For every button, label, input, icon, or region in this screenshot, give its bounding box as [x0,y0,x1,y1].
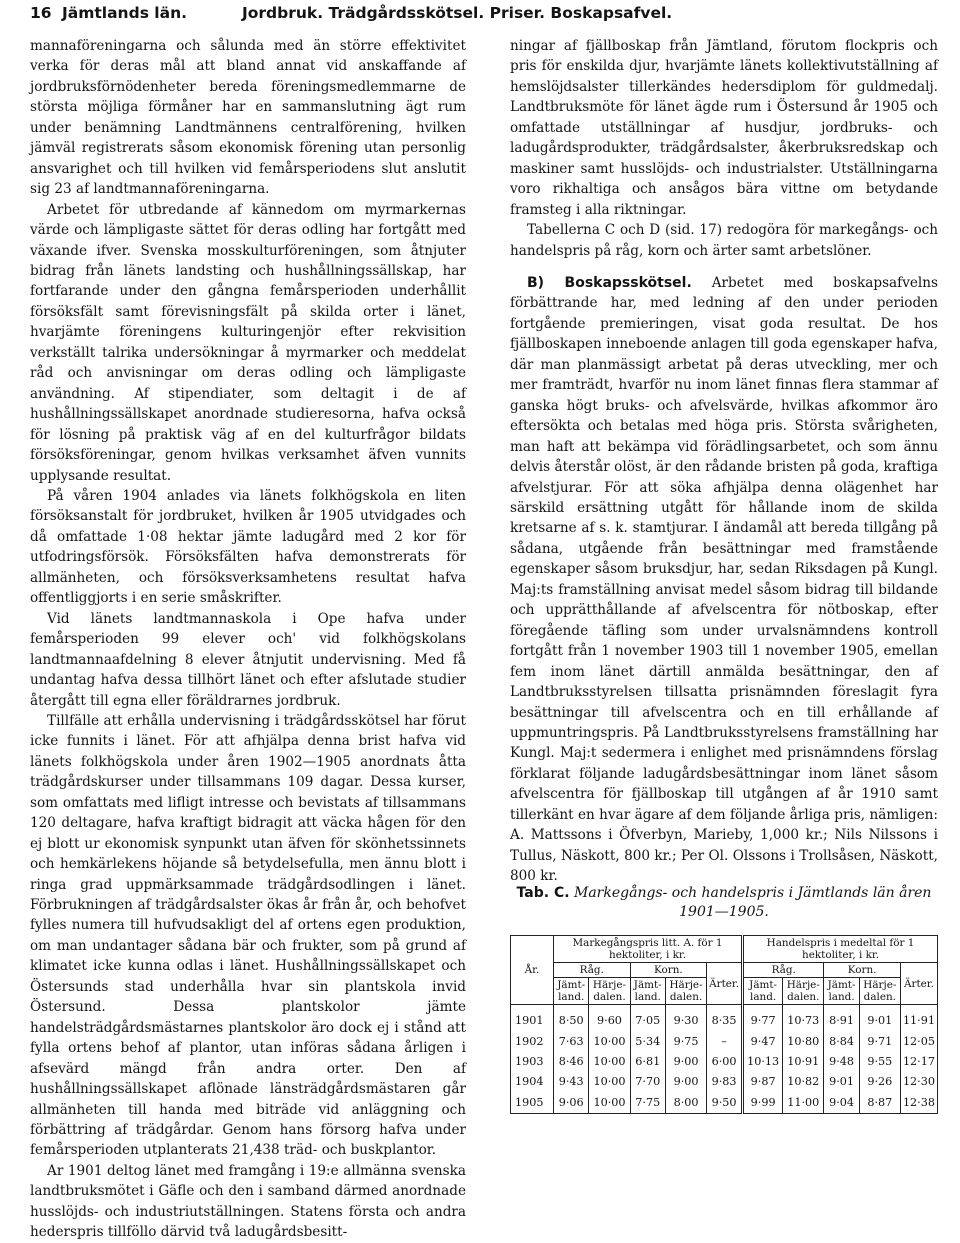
table-row [511,1093,938,1114]
table-cell: 12·05 [900,1031,937,1051]
table-title: Markegångs- och handelspris i Jämtlands län åren 1901—1905. [574,885,932,920]
table-cell: 10·91 [783,1052,824,1072]
table-cell: 9·71 [859,1031,900,1051]
page-header [30,4,930,28]
table-cell: 8·87 [859,1093,900,1114]
table-cell: 10·73 [783,1005,824,1032]
table-cell: 10·80 [783,1031,824,1051]
col-header-jamtland: Jämt-land. [824,978,859,1005]
table-cell: 9·01 [824,1072,859,1092]
table-cell: 9·87 [743,1072,783,1092]
table-cell: 11·00 [783,1093,824,1114]
paragraph: Arbetet för utbredande af kännedom om myrmarkernas värde och lämpligaste sättet för deras odling har fortgått med växande ifver. Svenska mosskulturföreningen, som åtnjuter bidrag från länets landsting och hushållningssällskap, har fortfarande under den gångna femårsperioden underhållit försöksfält samt förevisningsfält på skilda orter i länet, hvarjämte föreningens kulturingenjör efter rekvisition verkställt talrika undersökningar å myrmarker och meddelat råd och anvisningar om deras odling och lämpligaste användning. Af stipendiater, som deltagit i de af hushållningssällskapet anordnade studieresorna, hafva också för lösning på praktisk väg af en del kulturfrågor bildats försöksföreningar, genom hvilkas verksamhet äfven vunnits upplysande resultat. [30,201,466,484]
table-cell: 6·00 [707,1052,743,1072]
table-cell: 5·34 [630,1031,665,1051]
col-header-year: År. [511,936,554,1005]
table-cell: 8·50 [554,1005,589,1032]
table-cell: 9·00 [665,1072,706,1092]
table-row [511,1031,938,1051]
paragraph: Vid länets landtmannaskola i Ope hafva under femårsperioden 99 elever och' vid folkhögskolans landtmannaafdelning 8 elever åtnjutit undervisning. Med få undantag hafva dessa tillhört länet och efter afslutade studier återgått till egna eller föräldrarnes jordbruk. [30,610,466,709]
col-header-harjedalen: Härje-dalen. [665,978,706,1005]
table-row [511,1072,938,1092]
table-cell: 7·63 [554,1031,589,1051]
paragraph: Tillfälle att erhålla undervisning i trädgårdsskötsel har förut icke funnits i länet. För att afhjälpa denna brist hafva vid länets folkhögskola under åren 1902—1905 anordnats åtta trädgårdskurser under tillsammans 109 dagar. Dessa kurser, som omfattats med lifligt intresse och bevistats af tillsammans 120 deltagare, hafva kraftigt bidragit att väcka hågen för den ej blott ur ekonomisk synpunkt utan äfven för skönhetssinnets och hemkärlekens höjande så betydelsefulla, men ännu blott i ringa grad uppmärksammade trädgårdsodlingen i länet. Förbrukningen af trädgårdsalster ökas år från år, och behofvet fylles numera till hufvudsakligt del af ortens egen produktion, om man undantager sådana bär och frukter, som på grund af klimatet icke kunna odlas i länet. Hushållningssällskapet och Östersunds stad underhålla hvar sin plantskola invid Östersund. Dessa plantskolor jämte handelsträdgårdsmästarnes plantskolor äro dock ej i stånd att fylla ortens behof af plantor, utan införas sådana årligen i afsevärd mängd från andra orter. Den af hushållningssällskapet aflönade länsträdgårdsmästaren går allmänheten till handa med biträde vid anläggning och förbättring af trädgårdar. Genom hans försorg hafva under femårsperioden utplanterats 21,438 träd- och buskplantor. [30,712,466,1159]
table-cell: 12·30 [900,1072,937,1092]
table-cell: 8·46 [554,1052,589,1072]
table-caption [510,884,938,922]
table-cell: 10·00 [589,1072,630,1092]
table-cell: 8·35 [707,1005,743,1032]
paragraph: Tabellerna C och D (sid. 17) redogöra för markegångs- och handelspris på råg, korn och ärter samt arbetslöner. [510,222,938,259]
table-cell: 8·91 [824,1005,859,1032]
table-cell: 9·60 [589,1005,630,1032]
cell-year: 1903 [511,1052,554,1072]
section-text: Arbetet med boskapsafvelns förbättrande har, med ledning af den under perioden fortgående premieringen, visat goda resultat. De hos fjällboskapen inneboende anlagen till goda egenskaper hafva, där man planmässigt arbetat på deras utveckling, mer och mer framträdt, hvarför nu inom länet finnas flera stammar af ganska högt bruks- och afvelsvärde, hvilkas afkommor äro eftersökta och betalas med höga pris. Största svårigheten, man haft att bekämpa vid förädlingsarbetet, och som ännu delvis återstår olöst, är den rådande bristen på goda, kraftiga afvelstjurar. För att söka afhjälpa denna olägenhet har särskild ersättning utgått för hållande inom de skilda kretsarne af s. k. stamtjurar. I ändamål att bereda tillgång på sådana, utgående från besättningar med framstående egenskaper såsom bruksdjur, har, sedan Riksdagen på Kungl. Maj:ts framställning anvisat medel såsom bidrag till bildande och upprätthållande af afvelscentra för nötboskap, efter föregående täfling som under urvalsnämndens kontroll fortgått från 1 november 1903 till 1 november 1905, emellan fem inom länet därtill anmälda besättningar, den af Landtbruksstyrelsen tillsatta prisnämnden föreslagit fyra besättningar till afvelscentra och en till erhållande af uppmuntringspris. På Landtbruksstyrelsens framställning har Kungl. Maj:t sedermera i enlighet med prisnämndens förslag förklarat följande ladugårdsbesättningar inom länet såsom afvelscentra för fjällboskap till utgången af år 1910 samt tillerkänt en hvar ägare af dem följande årliga pris, nämligen: A. Mattssons i Öfverbyn, Marieby, 1,000 kr.; Nils Nilssons i Tullus, Näskott, 800 kr.; Per Ol. Olssons i Trollsåsen, Näskott, 800 kr. [510,274,938,885]
table-cell: 9·06 [554,1093,589,1114]
table-cell: – [707,1031,743,1051]
table-cell: 10·00 [589,1093,630,1114]
cell-year: 1904 [511,1072,554,1092]
col-header-harjedalen: Härje-dalen. [859,978,900,1005]
table-cell: 7·05 [630,1005,665,1032]
col-header-rag: Råg. [743,963,824,978]
table-cell: 9·50 [707,1093,743,1114]
table-cell: 10·00 [589,1031,630,1051]
table-cell: 10·00 [589,1052,630,1072]
table-cell: 7·75 [630,1093,665,1114]
section-heading: B) Boskapsskötsel. [527,274,692,291]
table-label: Tab. C. [516,885,570,901]
table-cell: 9·77 [743,1005,783,1032]
cell-year: 1905 [511,1093,554,1114]
col-header-korn: Korn. [824,963,901,978]
paragraph: Ar 1901 deltog länet med framgång i 19:e allmänna svenska landtbruksmötet i Gäfle och den i samband därmed anordnade husslöjds- och industriutställningen. Statens första och andra hederspris tillföllo därvid två ladugårdsbesitt- [30,1162,466,1241]
table-cell: 9·26 [859,1072,900,1092]
paragraph: På våren 1904 anlades via länets folkhögskola en liten försöksanstalt för jordbruket, hvilken år 1905 utvidgades och då omfattade 1·08 hektar jämte ladugård med 2 kor för utfodringsförsök. Försöksfälten hafva demonstrerats för allmänheten, och försöksverksamhetens resultat hafva offentliggjorts i en serie småskrifter. [30,487,466,607]
table-cell: 12·38 [900,1093,937,1114]
col-header-korn: Korn. [630,963,707,978]
price-table [510,935,938,1114]
header-title-right: Jordbruk. Trädgårdsskötsel. Priser. Boskapsafvel. [242,4,673,22]
cell-year: 1901 [511,1005,554,1032]
table-cell: 9·75 [665,1031,706,1051]
table-cell: 9·04 [824,1093,859,1114]
col-header-arter: Ärter. [900,963,937,1005]
left-column [30,36,466,1243]
table-cell: 9·43 [554,1072,589,1092]
table-cell: 9·00 [665,1052,706,1072]
table-cell: 11·91 [900,1005,937,1032]
col-header-jamtland: Jämt-land. [630,978,665,1005]
col-header-arter: Ärter. [707,963,743,1005]
page-number: 16 [30,4,52,22]
table-cell: 10·13 [743,1052,783,1072]
table-cell: 9·01 [859,1005,900,1032]
table-cell: 9·83 [707,1072,743,1092]
table-cell: 9·48 [824,1052,859,1072]
table-cell: 9·47 [743,1031,783,1051]
col-header-jamtland: Jämt-land. [743,978,783,1005]
right-column [510,36,938,887]
table-row [511,1052,938,1072]
paragraph: mannaföreningarna och sålunda med än större effektivitet verka för deras mål att bland annat vid anskaffande af jordbruksförnödenheter bereda föreningsmedlemmarne de största möjliga förmåner har en sammanslutning ägt rum under benämning Landtmännens centralförening, hvilken jämväl registrerats såsom ekonomisk förening utan personlig ansvarighet och till hvilken vid femårsperiodens slut anslutit sig 23 af landtmannaföreningarna. [30,38,466,198]
col-group-markegang: Markegångspris litt. A. för 1 hektoliter, i kr. [554,936,743,963]
header-title-left: Jämtlands län. [62,4,188,22]
table-cell: 9·55 [859,1052,900,1072]
table-row [511,1005,938,1032]
col-header-rag: Råg. [554,963,631,978]
table-cell: 7·70 [630,1072,665,1092]
col-header-jamtland: Jämt-land. [554,978,589,1005]
table-cell: 8·84 [824,1031,859,1051]
table-cell: 12·17 [900,1052,937,1072]
table-cell: 6·81 [630,1052,665,1072]
table-cell: 10·82 [783,1072,824,1092]
paragraph: ningar af fjällboskap från Jämtland, förutom flockpris och pris för enskilda djur, hvarjämte länets kollektivutställning af hemslöjdsalster tillerkändes hedersdiplom för guldmedalj. Landtbruksmöte för länet ägde rum i Östersund år 1905 och omfattade utställningar af husdjur, jordbruks- och ladugårdsprodukter, trädgårdsalster, åkerbruksredskap och maskiner samt husslöjds- och industrialster. Utställningarna voro rikhaltiga och ansågos bära vittne om betydande framsteg i alla riktningar. [510,38,938,218]
col-group-handel: Handelspris i medeltal för 1 hektoliter, i kr. [743,936,938,963]
table-cell: 9·99 [743,1093,783,1114]
table-cell: 9·30 [665,1005,706,1032]
section-boskap [510,273,938,887]
col-header-harjedalen: Härje-dalen. [589,978,630,1005]
col-header-harjedalen: Härje-dalen. [783,978,824,1005]
table-cell: 8·00 [665,1093,706,1114]
cell-year: 1902 [511,1031,554,1051]
